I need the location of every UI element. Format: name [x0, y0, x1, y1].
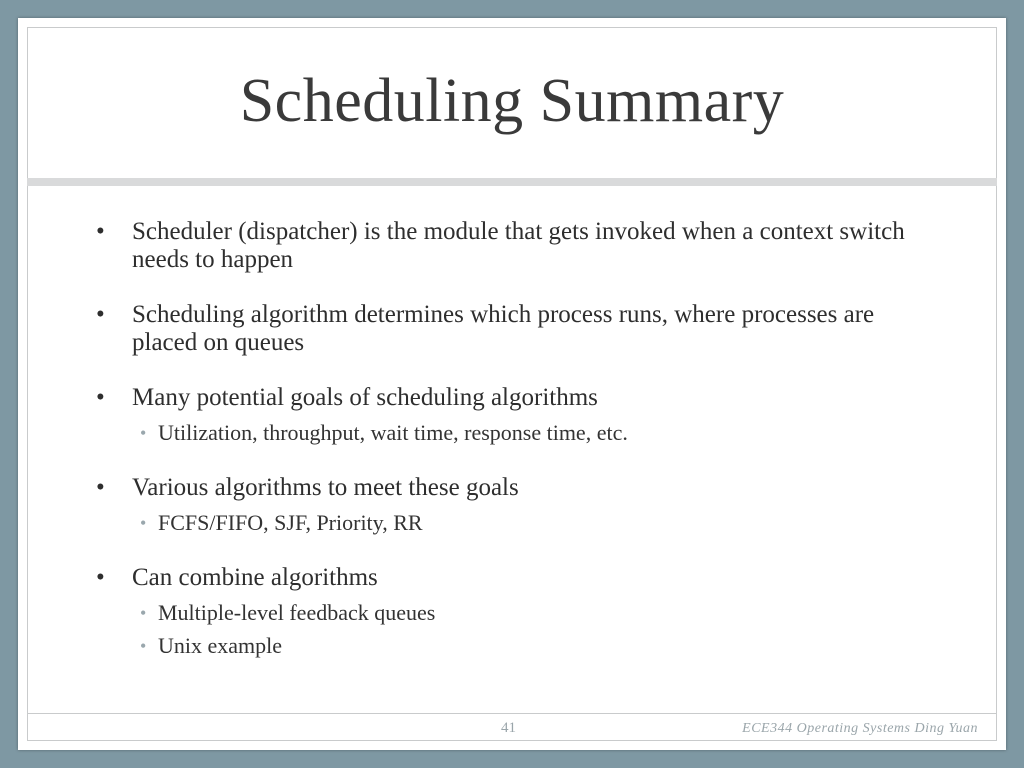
bullet-item [96, 564, 916, 592]
bullet-text: Various algorithms to meet these goals [132, 474, 519, 501]
bullet-dot-icon: • [96, 218, 105, 245]
bullet-item [96, 474, 916, 502]
bullet-item [96, 301, 916, 357]
bullet-item [96, 384, 916, 412]
page-number: 41 [501, 720, 516, 736]
bullet-dot-icon: • [96, 384, 105, 411]
sub-bullet-text: Multiple-level feedback queues [158, 600, 436, 625]
sub-bullet-item [96, 632, 916, 660]
sub-bullet-item [96, 419, 916, 447]
sub-bullet-dot-icon: • [140, 603, 147, 623]
sub-bullet-text: Utilization, throughput, wait time, response time, etc. [158, 420, 628, 445]
bullet-dot-icon: • [96, 474, 105, 501]
bullet-item [96, 218, 916, 274]
bullet-text: Scheduling algorithm determines which process runs, where processes are placed on queues [132, 301, 875, 356]
sub-bullet-list [96, 419, 916, 447]
sub-bullet-text: Unix example [158, 633, 283, 658]
slide-title: Scheduling Summary [239, 67, 785, 135]
sub-bullet-dot-icon: • [140, 636, 147, 656]
sub-bullet-dot-icon: • [140, 423, 147, 443]
sub-bullet-list [96, 599, 916, 660]
slide [18, 18, 1006, 750]
sub-bullet-dot-icon: • [140, 513, 147, 533]
bullet-dot-icon: • [96, 564, 105, 591]
bullet-text: Many potential goals of scheduling algorithms [132, 384, 598, 411]
sub-bullet-item [96, 599, 916, 627]
bullet-text: Scheduler (dispatcher) is the module that gets invoked when a context switch needs to happen [132, 218, 905, 273]
bullet-list [96, 218, 916, 687]
bullet-text: Can combine algorithms [132, 564, 378, 591]
title-divider [27, 178, 997, 186]
footer-divider [27, 713, 997, 714]
footer-caption: ECE344 Operating Systems Ding Yuan [742, 721, 978, 736]
sub-bullet-list [96, 509, 916, 537]
sub-bullet-item [96, 509, 916, 537]
sub-bullet-text: FCFS/FIFO, SJF, Priority, RR [158, 510, 423, 535]
bullet-dot-icon: • [96, 301, 105, 328]
